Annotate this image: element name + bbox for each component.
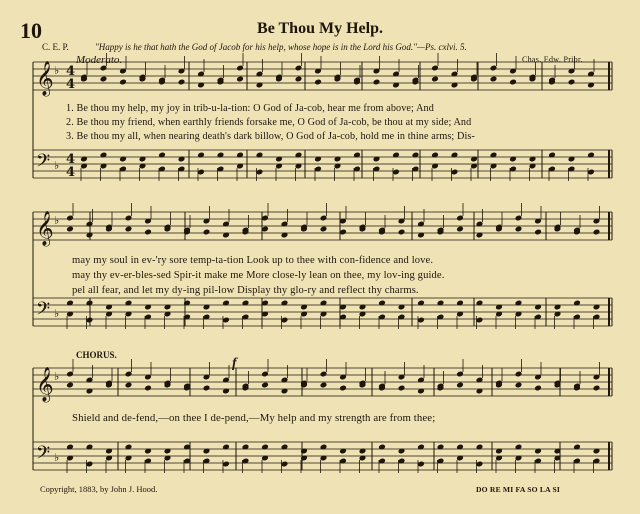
notehead <box>490 76 498 83</box>
notehead <box>515 226 523 233</box>
notehead <box>373 79 381 86</box>
notehead <box>144 385 152 392</box>
lyric-verse-1-cont: may my soul in ev-'ry sore temp-ta-tion Look up to thee with con-fidence and love. <box>72 255 434 266</box>
time-signature: 4 <box>66 64 76 79</box>
copyright-notice: Copyright, 1883, by John J. Hood. <box>40 484 158 494</box>
notehead <box>515 382 523 389</box>
notehead <box>398 229 406 236</box>
time-signature: 4 <box>66 165 76 180</box>
notehead <box>320 382 328 389</box>
notehead <box>144 229 152 236</box>
notehead <box>593 385 601 392</box>
flat-key-signature: ♭ <box>54 370 60 383</box>
meter-label: C. E. P. <box>42 42 69 52</box>
notehead <box>339 385 347 392</box>
tempo-marking: Moderato. <box>76 54 123 66</box>
composer-credit: Chas. Edw. Prior. <box>522 55 583 64</box>
flat-key-signature: ♭ <box>54 451 60 464</box>
chorus-label: CHORUS. <box>76 350 117 360</box>
scripture-quote: "Happy is he that hath the God of Jacob for his help, whose hope is in the Lord his God."—Ps. cxlvi. 5. <box>95 42 467 52</box>
notehead <box>568 79 576 86</box>
notehead <box>66 382 74 389</box>
notehead <box>431 76 439 83</box>
notehead <box>66 226 74 233</box>
notehead <box>456 226 464 233</box>
time-signature: 4 <box>66 77 76 92</box>
lyric-verse-1: 1. Be thou my help, my joy in trib-u-la-tion: O God of Ja-cob, hear me from above; And <box>66 103 434 114</box>
forte-dynamic: f <box>232 356 237 371</box>
lyric-verse-3-cont: pel all fear, and let my dy-ing pil-low Display thy glo-ry and reflect thy charms. <box>72 285 419 296</box>
notehead <box>119 79 127 86</box>
notehead <box>125 382 133 389</box>
notehead <box>534 385 542 392</box>
notehead <box>314 79 322 86</box>
notehead <box>295 76 303 83</box>
notehead <box>261 382 269 389</box>
hymn-title: Be Thou My Help. <box>257 20 383 37</box>
notehead <box>398 385 406 392</box>
notehead <box>203 385 211 392</box>
page-number: 10 <box>20 18 42 43</box>
notehead <box>178 79 186 86</box>
time-signature: 4 <box>66 152 76 167</box>
bass-clef: 𝄢 <box>36 299 51 324</box>
flat-key-signature: ♭ <box>54 159 60 172</box>
lyric-verse-2-cont: may thy ev-er-bles-sed Spir-it make me More close-ly lean on thee, my lov-ing guide. <box>72 270 445 281</box>
solfege-legend: DO RE MI FA SO LA SI <box>476 485 561 494</box>
notehead <box>236 76 244 83</box>
lyric-verse-2: 2. Be thou my friend, when earthly friends forsake me, O God of Ja-cob, be thou at my side; And <box>66 117 472 128</box>
bass-clef: 𝄢 <box>36 443 51 468</box>
notehead <box>125 226 133 233</box>
treble-clef: 𝄞 <box>36 61 54 96</box>
lyric-verse-3: 3. Be thou my all, when nearing death's dark billow, O God of Ja-cob, hold me in thine arms; Dis- <box>66 131 475 142</box>
notehead <box>320 226 328 233</box>
notehead <box>534 229 542 236</box>
notehead <box>456 382 464 389</box>
notehead <box>509 79 517 86</box>
chorus-lyric: Shield and de-fend,—on thee I de-pend,—My help and my strength are from thee; <box>72 412 436 424</box>
notehead <box>100 76 108 83</box>
treble-clef: 𝄞 <box>36 367 54 402</box>
flat-key-signature: ♭ <box>54 307 60 320</box>
flat-key-signature: ♭ <box>54 214 60 227</box>
notehead <box>593 229 601 236</box>
notehead <box>203 229 211 236</box>
treble-clef: 𝄞 <box>36 211 54 246</box>
bass-clef: 𝄢 <box>36 151 51 176</box>
flat-key-signature: ♭ <box>54 64 60 77</box>
